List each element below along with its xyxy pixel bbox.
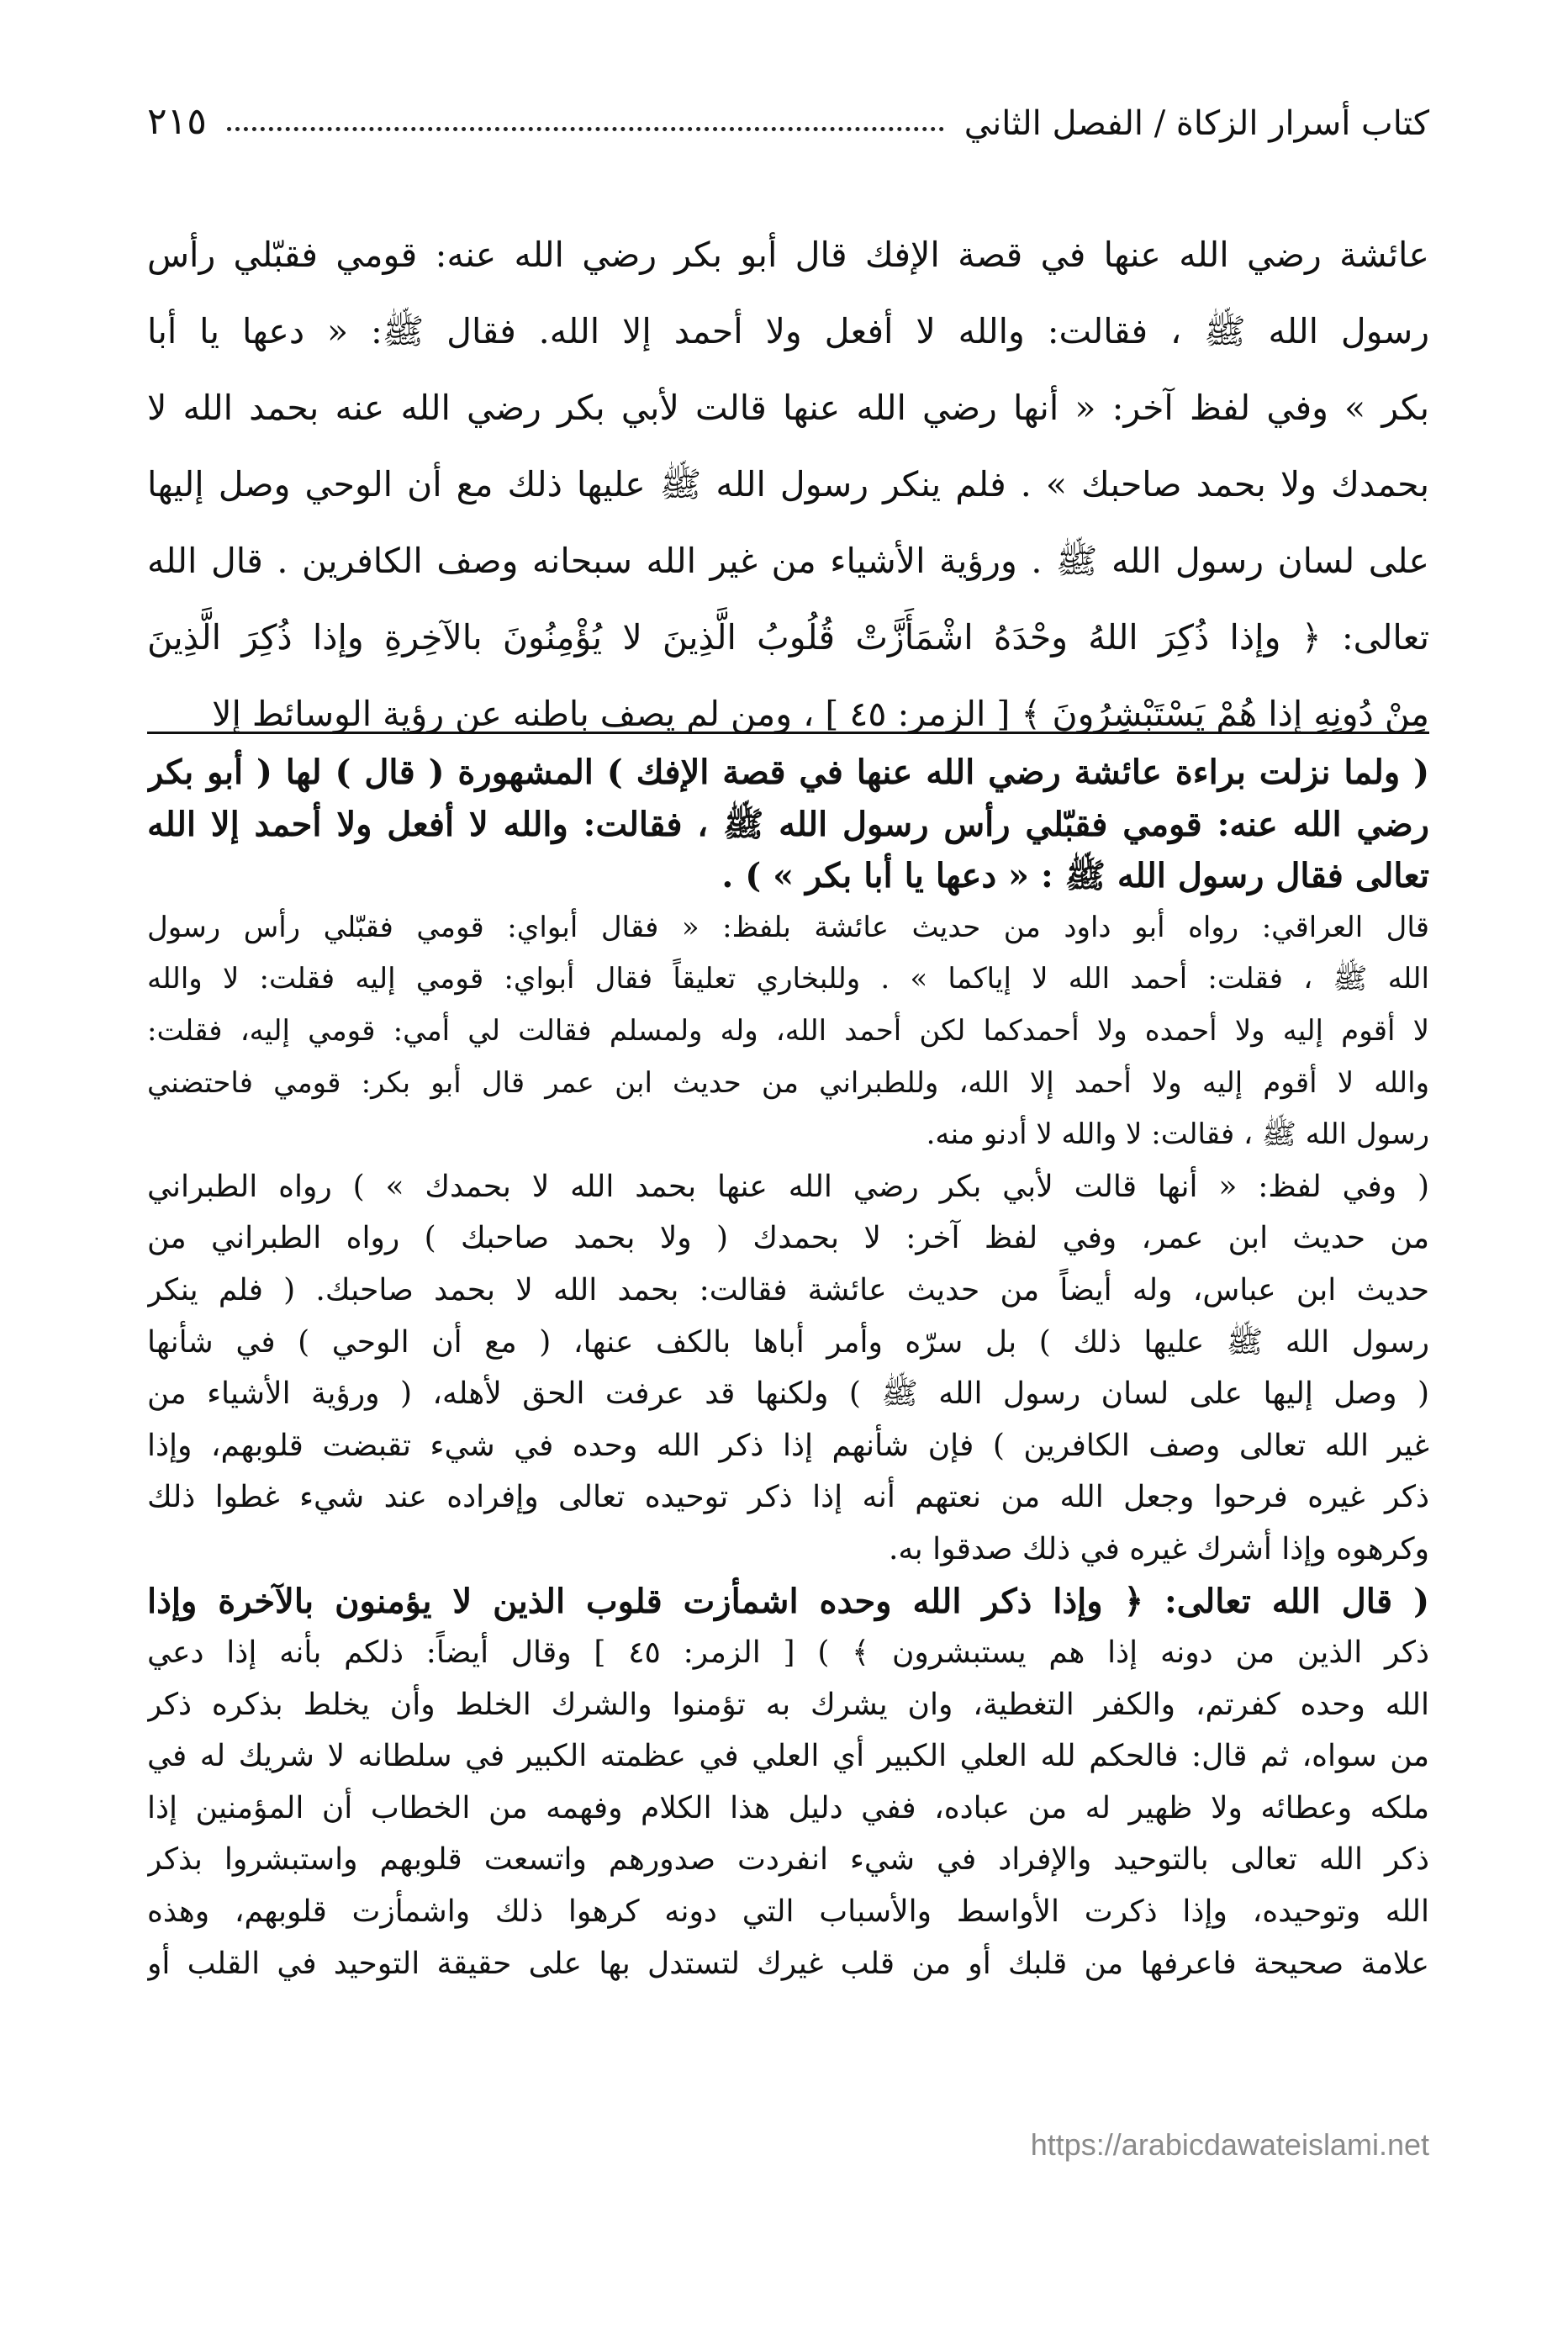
main-text-line: تعالى: ﴿ وإذا ذُكِرَ اللهُ وحْدَهُ اشْمَأَزَّتْ قُلُوبُ الَّذِينَ لا يُؤْمِنُونَ بالآخِرةِ وإذا ذُكِرَ الَّذِينَ <box>147 617 1429 658</box>
main-text-line: رسول الله ﷺ ، فقالت: والله لا أفعل ولا أحمد إلا الله. فقال ﷺ: « دعها يا أبا <box>147 311 1429 351</box>
main-text-line: مِنْ دُونِهِ إذا هُمْ يَسْتَبْشِرُونَ ﴾ [ الزمر: ٤٥ ] ، ومن لم يصف باطنه عن رؤية الوسائط إلا <box>212 694 1429 734</box>
main-text <box>147 217 1429 753</box>
commentary-line: وكرهوه وإذا أشرك غيره في ذلك صدقوا به. <box>888 1531 1429 1566</box>
commentary-line: ذكر الله تعالى بالتوحيد والإفراد في شيء انفردت صدورهم واتسعت قلوبهم واستبشروا بذكر <box>147 1842 1429 1878</box>
main-text-line: بكر » وفي لفظ آخر: « أنها رضي الله عنها قالت لأبي بكر رضي الله عنه بحمد الله لا <box>147 388 1429 428</box>
commentary-line: تعالى فقال رسول الله ﷺ : « دعها يا أبا بكر » ) . <box>721 856 1429 896</box>
commentary-line: ( وفي لفظ: « أنها قالت لأبي بكر رضي الله عنها بحمد الله لا بحمدك » ) رواه الطبراني <box>147 1169 1429 1204</box>
commentary-line: لا أقوم إليه ولا أحمده ولا أحمدكما لكن أحمد الله، وله ولمسلم فقالت لي أمي: قومي إليه، فقلت: <box>147 1013 1429 1048</box>
commentary-line: ( قال الله تعالى: ﴿ وإذا ذكر الله وحده اشمأزت قلوب الذين لا يؤمنون بالآخرة وإذا <box>147 1581 1429 1621</box>
commentary-line: رضي الله عنه: قومي فقبّلي رأس رسول الله ﷺ ، فقالت: والله لا أفعل ولا أحمد إلا الله <box>147 804 1429 844</box>
separator-rule <box>147 732 1429 734</box>
commentary-line: ذكر الذين من دونه إذا هم يستبشرون ﴾ ) [ الزمر: ٤٥ ] وقال أيضاً: ذلكم بأنه إذا دعي <box>147 1635 1429 1671</box>
commentary-line: قال العراقي: رواه أبو داود من حديث عائشة بلفظ: « فقال أبواي: قومي فقبّلي رأس رسول <box>147 910 1429 944</box>
commentary-line: ملكه وعطائه ولا ظهير له من عباده، ففي دليل هذا الكلام وفهمه من الخطاب أن المؤمنين إذا <box>147 1790 1429 1825</box>
header-leader-dots <box>227 127 944 131</box>
main-text-line: عائشة رضي الله عنها في قصة الإفك قال أبو بكر رضي الله عنه: قومي فقبّلي رأس <box>147 235 1429 275</box>
commentary-line: والله لا أقوم إليه ولا أحمد إلا الله، وللطبراني من حديث ابن عمر قال أبو بكر: قومي فاحتضني <box>147 1065 1429 1100</box>
commentary-line: حديث ابن عباس، وله أيضاً من حديث عائشة فقالت: بحمد الله لا بحمد صاحبك. ( فلم ينكر <box>147 1272 1429 1307</box>
commentary-line: الله وتوحيده، وإذا ذكرت الأواسط والأسباب التي دونه كرهوا ذلك واشمأزت قلوبهم، وهذه <box>147 1894 1429 1930</box>
page-number: ٢١٥ <box>147 100 207 143</box>
commentary-line: غير الله تعالى وصف الكافرين ) فإن شأنهم إذا ذكر الله وحده في شيء تقبضت قلوبهم، وإذا <box>147 1428 1429 1463</box>
watermark-url: https://arabicdawateislami.net <box>1030 2127 1429 2162</box>
commentary-line: علامة صحيحة فاعرفها من قلبك أو من قلب غيرك لتستدل بها على حقيقة التوحيد في القلب أو <box>147 1946 1429 1981</box>
running-header <box>147 84 1429 143</box>
commentary-line: ( وصل إليها على لسان رسول الله ﷺ ) ولكنها قد عرفت الحق لأهله، ( ورؤية الأشياء من <box>147 1376 1429 1412</box>
commentary-line: من حديث ابن عمر، وفي لفظ آخر: لا بحمدك ( ولا بحمد صاحبك ) رواه الطبراني من <box>147 1221 1429 1256</box>
commentary-line: رسول الله ﷺ ، فقالت: لا والله لا أدنو منه. <box>926 1117 1429 1152</box>
main-text-line: بحمدك ولا بحمد صاحبك » . فلم ينكر رسول الله ﷺ عليها ذلك مع أن الوحي وصل إليها <box>147 464 1429 505</box>
main-text-line: على لسان رسول الله ﷺ . ورؤية الأشياء من غير الله سبحانه وصف الكافرين . قال الله <box>147 541 1429 581</box>
commentary-line: الله وحده كفرتم، والكفر التغطية، وان يشرك به تؤمنوا والشرك الخلط وأن يخلط بذكره ذكر <box>147 1687 1429 1722</box>
header-title: كتاب أسرار الزكاة / الفصل الثاني <box>964 104 1429 143</box>
commentary-line: الله ﷺ ، فقلت: أحمد الله لا إياكما » . وللبخاري تعليقاً فقال أبواي: قومي إليه فقلت: لا والله <box>147 962 1429 996</box>
commentary-line: من سواه، ثم قال: فالحكم لله العلي الكبير أي العلي في عظمته الكبير في سلطانه لا شريك له في <box>147 1739 1429 1774</box>
commentary-text <box>147 747 1429 1989</box>
commentary-line: ( ولما نزلت براءة عائشة رضي الله عنها في قصة الإفك ) المشهورة ( قال ) لها ( أبو بكر <box>147 753 1429 792</box>
commentary-line: رسول الله ﷺ عليها ذلك ) بل سرّه وأمر أباها بالكف عنها، ( مع أن الوحي ) في شأنها <box>147 1324 1429 1360</box>
commentary-line: ذكر غيره فرحوا وجعل الله من نعتهم أنه إذا ذكر توحيده تعالى وإفراده عند شيء غطوا ذلك <box>147 1480 1429 1515</box>
